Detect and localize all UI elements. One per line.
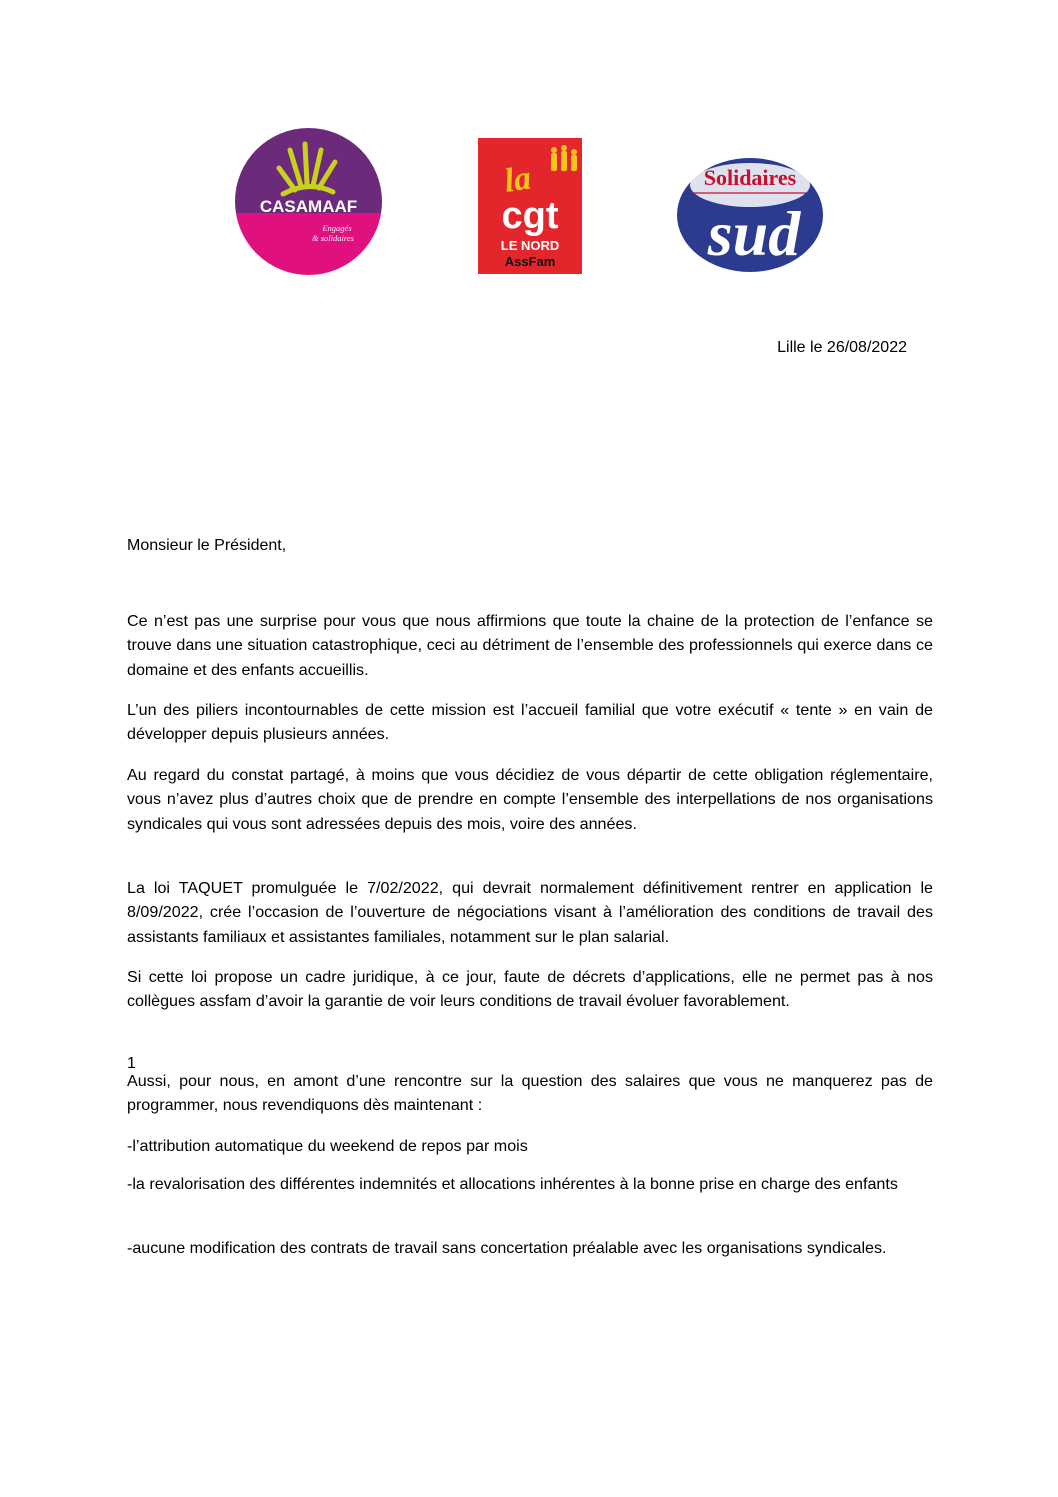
svg-text:LE NORD: LE NORD bbox=[500, 238, 560, 253]
svg-text:la: la bbox=[501, 159, 534, 200]
casamaaf-logo bbox=[235, 128, 382, 275]
svg-text:Engagés: Engagés bbox=[322, 223, 352, 233]
demand-item: -la revalorisation des différentes indemnités et allocations inhérentes à la bonne prise en charge des enfants bbox=[127, 1175, 898, 1193]
letter-date: Lille le 26/08/2022 bbox=[777, 339, 907, 356]
svg-text:sud: sud bbox=[707, 198, 801, 269]
demand-item: -aucune modification des contrats de travail sans concertation préalable avec les organisations syndicales. bbox=[127, 1239, 887, 1257]
svg-text:CASAMAAF: CASAMAAF bbox=[259, 197, 358, 216]
cgt-logo bbox=[478, 138, 582, 274]
svg-text:cgt: cgt bbox=[501, 195, 559, 237]
sud-solidaires-logo bbox=[676, 155, 824, 273]
paragraph: La loi TAQUET promulguée le 7/02/2022, qui devrait normalement définitivement rentrer en application le 8/09/2022, crée l’occasion de l’ouverture de négociations visant à l’amélioration des conditions de travail des assistants familiaux et assistantes familiales, notamment sur le plan salarial. bbox=[127, 879, 933, 946]
paragraph: L’un des piliers incontournables de cette mission est l’accueil familial que votre exécutif « tente » en vain de développer depuis plusieurs années. bbox=[127, 701, 933, 744]
paragraph: Au regard du constat partagé, à moins que vous décidiez de vous départir de cette obligation réglementaire, vous n’avez plus d’autres choix que de prendre en compte l’ensemble des interpellations de nos organisations syndicales qui vous sont adressées depuis des mois, voire des années. bbox=[127, 766, 933, 833]
svg-text:Solidaires: Solidaires bbox=[703, 165, 797, 190]
paragraph: Ce n’est pas une surprise pour vous que nous affirmions que toute la chaine de la protection de l’enfance se trouve dans une situation catastrophique, ceci au détriment de l’ensemble des professionnels qui exerce dans ce domaine et des enfants accueillis. bbox=[127, 612, 933, 679]
demand-item: -l’attribution automatique du weekend de repos par mois bbox=[127, 1137, 528, 1155]
page-number: 1 bbox=[127, 1055, 136, 1072]
svg-text:AssFam: AssFam bbox=[504, 254, 556, 269]
salutation: Monsieur le Président, bbox=[127, 537, 287, 554]
paragraph: Si cette loi propose un cadre juridique, à ce jour, faute de décrets d’applications, elle ne permet pas à nos collègues assfam d’avoir la garantie de voir leurs conditions de travail évoluer favorablement. bbox=[127, 968, 933, 1011]
svg-text:& solidaires: & solidaires bbox=[312, 233, 354, 243]
paragraph: Aussi, pour nous, en amont d’une rencontre sur la question des salaires que vous ne manquerez pas de programmer, nous revendiquons dès maintenant : bbox=[127, 1072, 933, 1115]
